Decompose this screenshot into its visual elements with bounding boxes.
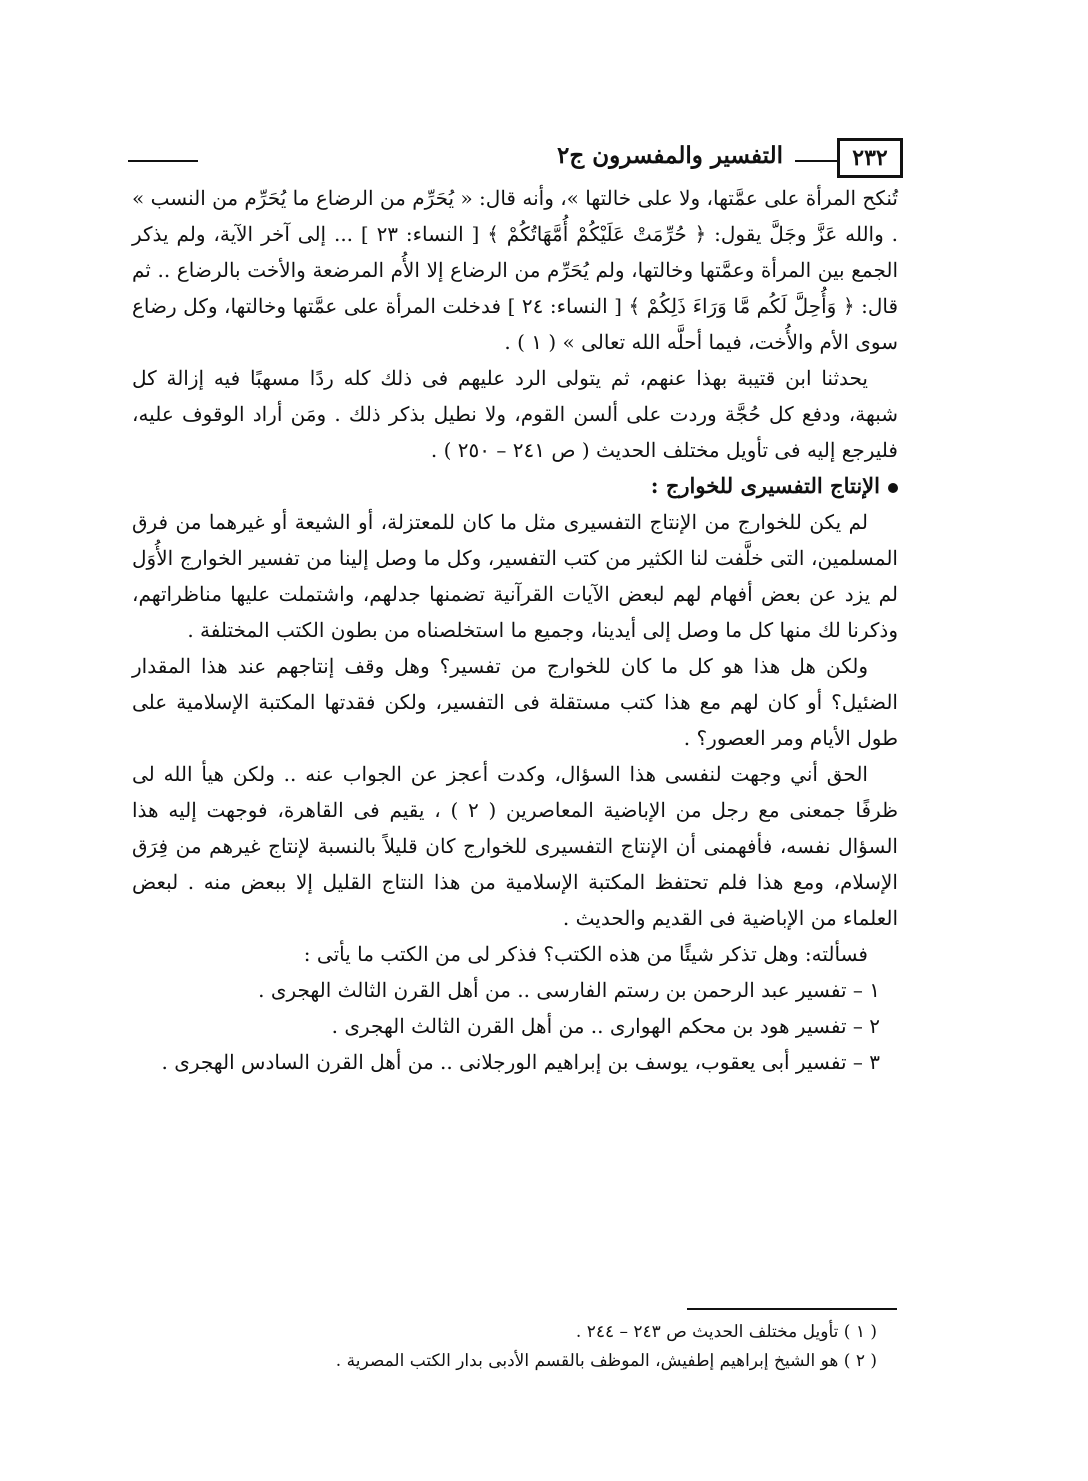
list-item: ٢ – تفسير هود بن محكم الهوارى .. من أهل القرن الثالث الهجرى .	[331, 1014, 880, 1038]
section-heading	[132, 468, 898, 504]
paragraph: تُنكح المرأة على عمَّتها، ولا على خالتها »، وأنه قال: « يُحَرِّم من الرضاع ما يُحَرِّم من النسب » . والله عَزَّ وجَلَّ يقول: ﴿ حُرِّمَتْ عَلَيْكُمْ أُمَّهَاتُكُمْ ﴾ [ النساء: ٢٣ ] ... إلى آخر الآية، ولم يذكر الجمع بين المرأة وعمَّتها وخالتها، ولم يُحَرِّم من الرضاع إلا الأُم المرضعة والأخت بالرضاع .. ثم قال: ﴿ وَأُحِلَّ لَكُم مَّا وَرَاءَ ذَلِكُمْ ﴾ [ النساء: ٢٤ ] فدخلت المرأة على عمَّتها وخالتها، وكل رضاع سوى الأم والأُخت، فيما أحلَّه الله تعالى » ( ١ ) .	[132, 186, 899, 354]
footnote-separator	[687, 1308, 897, 1310]
header-rule-left	[128, 160, 198, 162]
bullet-icon	[888, 483, 898, 493]
page-body	[132, 180, 898, 1080]
paragraph: ولكن هل هذا هو كل ما كان للخوارج من تفسير؟ وهل وقف إنتاجهم عند هذا المقدار الضئيل؟ أو كان لهم مع هذا كتب مستقلة فى التفسير، ولكن فقدتها المكتبة الإسلامية على طول الأيام ومر العصور؟ .	[132, 654, 898, 750]
section-heading-text: الإنتاج التفسيرى للخوارج :	[650, 473, 880, 498]
header-title: التفسير والمفسرون ج٢	[557, 142, 783, 169]
paragraph: الحق أني وجهت لنفسى هذا السؤال، وكدت أعجز عن الجواب عنه .. ولكن هيأ الله لى ظرفًا جمعنى مع رجل من الإباضية المعاصرين ( ٢ ) ، يقيم فى القاهرة، فوجهت إليه هذا السؤال نفسه، فأفهمنى أن الإنتاج التفسيرى للخوارج كان قليلاً بالنسبة لإنتاج غيرهم من فِرَق الإسلام، ومع هذا فلم تحتفظ المكتبة الإسلامية من هذا النتاج القليل إلا ببعض منه . لبعض العلماء من الإباضية فى القديم والحديث .	[132, 762, 898, 930]
header-rule-right	[795, 160, 837, 162]
list-item: ٣ – تفسير أبى يعقوب، يوسف بن إبراهيم الورجلانى .. من أهل القرن السادس الهجرى .	[161, 1050, 880, 1074]
footnote: ( ٢ ) هو الشيخ إبراهيم إطفيش، الموظف بالقسم الأدبى بدار الكتب المصرية .	[335, 1351, 877, 1371]
page-number: ٢٣٢	[837, 138, 903, 178]
footnotes	[132, 1318, 877, 1376]
running-header	[128, 138, 903, 184]
paragraph: يحدثنا ابن قتيبة بهذا عنهم، ثم يتولى الرد عليهم فى ذلك كله ردًا مسهبًا فيه إزالة كل شبهة، ودفع كل حُجَّة وردت على ألسن القوم، ولا نطيل بذكر ذلك . ومَن أراد الوقوف عليه، فليرجع إليه فى تأويل مختلف الحديث ( ص ٢٤١ – ٢٥٠ ) .	[132, 366, 898, 462]
footnote: ( ١ ) تأويل مختلف الحديث ص ٢٤٣ – ٢٤٤ .	[575, 1322, 877, 1342]
list-item: ١ – تفسير عبد الرحمن بن رستم الفارسى .. من أهل القرن الثالث الهجرى .	[258, 978, 880, 1002]
paragraph: فسألته: وهل تذكر شيئًا من هذه الكتب؟ فذكر لى من الكتب ما يأتى :	[303, 942, 868, 966]
paragraph: لم يكن للخوارج من الإنتاج التفسيرى مثل ما كان للمعتزلة، أو الشيعة أو غيرهما من فرق المسلمين، التى خلَّفت لنا الكثير من كتب التفسير، وكل ما وصل إلينا من تفسير الخوارج الأُوَل لم يزد عن بعض أفهام لهم لبعض الآيات القرآنية تضمنها جدلهم، واشتملت عليها مناظراتهم، وذكرنا لك منها كل ما وصل إلى أيدينا، وجميع ما استخلصناه من بطون الكتب المختلفة .	[132, 510, 898, 642]
